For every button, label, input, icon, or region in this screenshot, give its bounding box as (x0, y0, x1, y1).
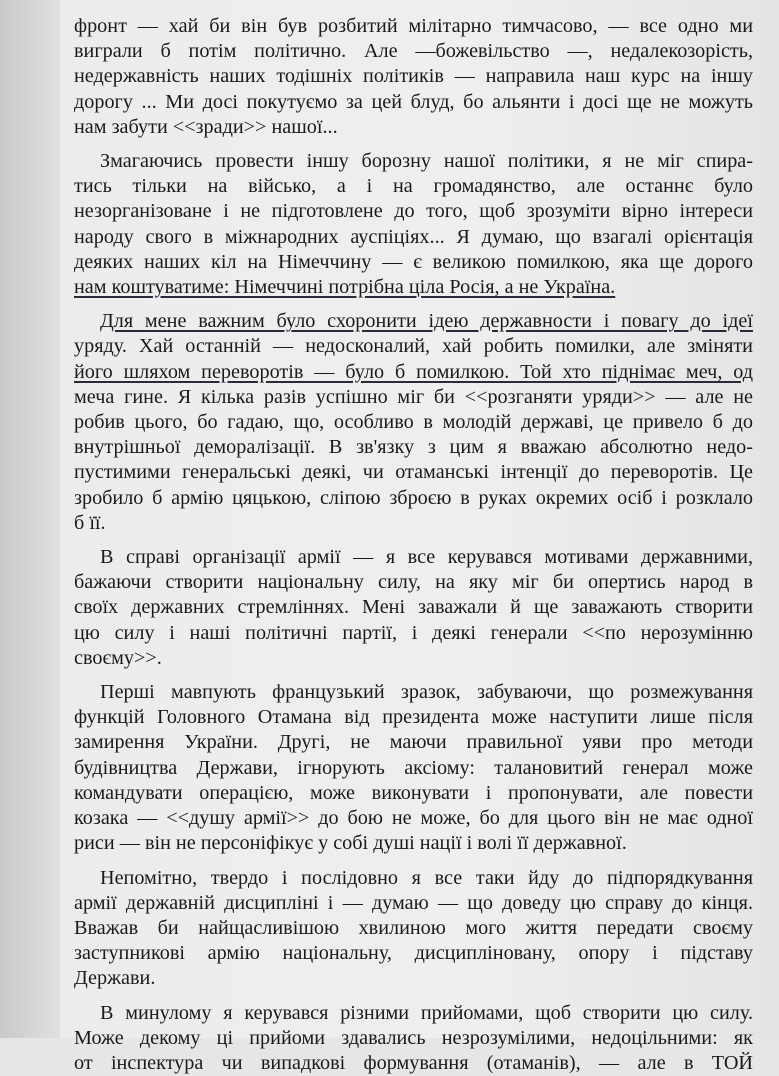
text-line: замирення України. Другі, не маючи правильної уяви про методи (74, 731, 753, 754)
text-line: армії державній дисципліні і — думаю — що доведу цю справу до кінця. (74, 891, 753, 914)
book-gutter-shadow (0, 0, 60, 1038)
paragraph-5 (74, 680, 753, 856)
text-line: виграли б потім політично. Але —божевільство —, недалекозорість, (74, 40, 753, 63)
underlined-text-line: Для мене важним було схоронити ідею державности і повагу до ідеї (100, 310, 753, 333)
text-line: будівництва Держави, ігнорують аксіому: талановитий генерал може (74, 756, 753, 779)
paragraph-2 (74, 149, 753, 300)
text-line: Вважав би найщасливішою хвилиною мого життя передати своєму (74, 916, 753, 939)
text-line: Непомітно, твердо і послідовно я все таки йду до підпорядкування (100, 866, 753, 889)
text-line: заступникові армію національну, дисципліновану, опору і підставу (74, 942, 753, 965)
paragraph-1 (74, 14, 753, 140)
text-line: риси — він не персоніфікує у собі душі нації і волі її державної. (74, 832, 627, 855)
text-line: робив цього, бо гадаю, що, особливо в молодій державі, це привело б до (74, 411, 753, 434)
text-line: фронт — хай би він був розбитий мілітарно тимчасово, — все одно ми (74, 15, 753, 37)
text-line: нам забути <<зради>> нашої... (74, 115, 338, 138)
text-line: Перші мавпують французький зразок, забуваючи, що розмежування (100, 681, 753, 704)
paragraph-4 (74, 545, 753, 671)
text-line: недержавність наших тодішніх політиків — направила наш курс на іншу (74, 65, 753, 88)
text-line: зробило б армію цяцькою, сліпою зброєю в руках окремих осіб і розклало (74, 486, 753, 509)
text-line: пустимими генеральські деякі, чи отаманські інтенції до переворотів. Це (74, 461, 753, 484)
text-line: б її. (74, 511, 106, 534)
paragraph-7 (74, 1001, 753, 1076)
text-line: внутрішньої деморалізації. В зв'язку з цим я вважаю абсолютно недо- (74, 436, 753, 459)
text-line: бажаючи створити національну силу, на яку міг би опертись народ в (74, 571, 753, 594)
paragraph-6 (74, 866, 753, 992)
text-line: функцій Головного Отамана від президента може наступити лише після (74, 706, 753, 729)
text-line: незорганізоване і не підготовлене до того, щоб зрозуміти вірно інтереси (74, 200, 753, 223)
text-line: цю силу і наші політичні партії, і деякі генерали <<по нерозумінню (74, 621, 753, 644)
text-line: козака — <<душу армії>> до бою не може, бо для цього він не має одної (74, 807, 753, 830)
text-line: тись тільки на військо, а і на громадянство, але останнє було (74, 175, 753, 198)
text-line: от інспектура чи випадкові формування (отаманів), — але в ТОЙ (74, 1051, 753, 1074)
text-line: Може декому ці прийоми здавались незрозумілими, недоцільними: як (74, 1026, 753, 1049)
text-line: дорогу ... Ми досі покутуємо за цей блуд, бо альянти і досі ще не можуть (74, 90, 753, 113)
text-line: В справі організації армії — я все керувався мотивами державними, (100, 546, 753, 569)
text-line: своєму>>. (74, 646, 162, 669)
paragraph-3 (74, 309, 753, 536)
text-line: народу свого в міжнародних ауспіціях... Я думаю, що взагалі орієнтація (74, 225, 753, 248)
text-line: уряду. Хай останній — недосконалий, хай робить помилки, але зміняти (74, 335, 753, 358)
text-line: деяких наших кіл на Німеччину — є великою помилкою, яка ще дорого (74, 250, 753, 273)
text-line: В минулому я керувався різними прийомами, щоб створити цю силу. (100, 1001, 753, 1024)
text-line: командувати операцією, може виконувати і пропонувати, але повести (74, 781, 753, 804)
text-line: Змагаючись провести іншу борозну нашої політики, я не міг спира- (100, 150, 753, 173)
text-line: меча гине. Я кілька разів успішно міг би <<розганяти уряди>> — але не (74, 385, 753, 408)
underlined-text-line: його шляхом переворотів — було б помилкою. Той хто піднімає меч, од (74, 360, 753, 383)
underlined-text-line: нам коштуватиме: Німеччині потрібна ціла Росія, а не Україна. (74, 276, 616, 299)
text-line: Держави. (74, 967, 156, 990)
text-line: своїх державних стремліннях. Мені заважали й ще заважають створити (74, 596, 753, 619)
